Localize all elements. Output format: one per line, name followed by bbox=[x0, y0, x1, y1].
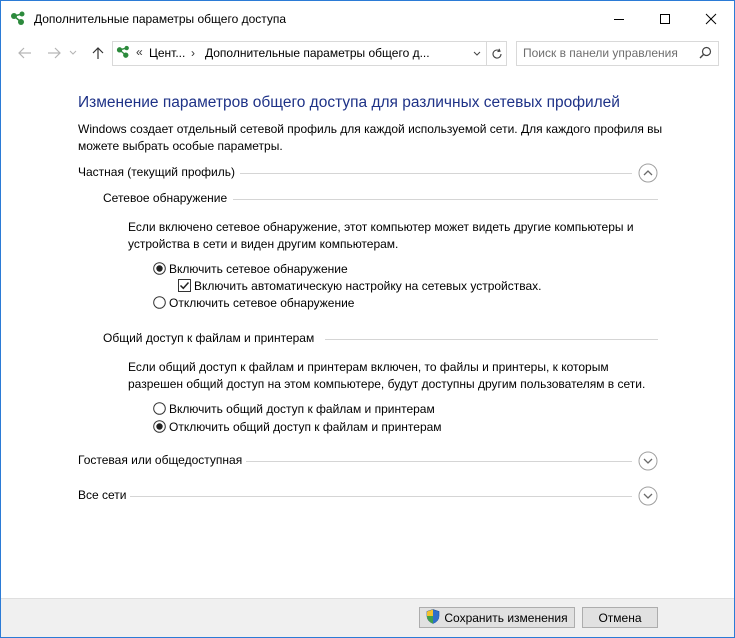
close-button[interactable] bbox=[688, 1, 734, 37]
minimize-button[interactable] bbox=[596, 1, 642, 37]
radio-button-unchecked[interactable] bbox=[153, 296, 166, 312]
profile-guest-label: Гостевая или общедоступная bbox=[78, 453, 248, 467]
title-bar bbox=[1, 1, 734, 37]
refresh-icon bbox=[491, 48, 503, 60]
network-discovery-off-label: Отключить сетевое обнаружение bbox=[169, 296, 355, 310]
arrow-up-icon bbox=[92, 46, 104, 60]
divider bbox=[233, 199, 658, 200]
chevron-down-circle-icon bbox=[638, 486, 658, 506]
address-dropdown-button[interactable] bbox=[470, 42, 484, 65]
auto-setup-label: Включить автоматическую настройку на сетевых устройствах. bbox=[194, 279, 542, 293]
maximize-icon bbox=[659, 13, 671, 25]
uac-shield-icon bbox=[426, 609, 440, 627]
maximize-button[interactable] bbox=[642, 1, 688, 37]
breadcrumb-separator: › bbox=[191, 46, 195, 60]
save-changes-button[interactable] bbox=[419, 607, 575, 628]
profile-private-header[interactable] bbox=[78, 163, 658, 183]
search-icon[interactable] bbox=[699, 46, 712, 64]
profile-all-networks-header[interactable] bbox=[78, 486, 658, 506]
network-sharing-icon bbox=[116, 45, 132, 65]
divider bbox=[240, 173, 632, 174]
radio-button-checked[interactable] bbox=[153, 420, 166, 436]
file-sharing-off-label: Отключить общий доступ к файлам и принтерам bbox=[169, 420, 442, 434]
network-discovery-label: Сетевое обнаружение bbox=[103, 191, 228, 205]
file-sharing-description: Если общий доступ к файлам и принтерам включен, то файлы и принтеры, к которым разрешен общий доступ на этом компьютере, будут доступны другим пользователям в сети. bbox=[128, 360, 646, 391]
collapse-button[interactable] bbox=[638, 163, 658, 183]
back-button[interactable] bbox=[14, 42, 36, 64]
breadcrumb-item-current[interactable]: Дополнительные параметры общего д... bbox=[205, 46, 430, 60]
network-discovery-description: Если включено сетевое обнаружение, этот компьютер может видеть другие компьютеры и устройства в сети и виден другим компьютерам. bbox=[128, 220, 634, 251]
breadcrumb-overflow[interactable]: « bbox=[136, 45, 143, 59]
search-box[interactable] bbox=[516, 41, 719, 66]
chevron-down-icon bbox=[473, 51, 481, 57]
profile-all-networks-label: Все сети bbox=[78, 488, 133, 502]
divider bbox=[246, 461, 632, 462]
profile-guest-header[interactable] bbox=[78, 451, 658, 471]
refresh-button[interactable] bbox=[486, 42, 507, 65]
chevron-down-icon bbox=[69, 50, 77, 56]
forward-button[interactable] bbox=[43, 42, 65, 64]
cancel-button[interactable] bbox=[582, 607, 658, 628]
save-changes-label: Сохранить изменения bbox=[444, 610, 568, 625]
expand-button[interactable] bbox=[638, 486, 658, 506]
file-sharing-on-label: Включить общий доступ к файлам и принтерам bbox=[169, 402, 435, 416]
breadcrumb-item-center[interactable]: Цент... bbox=[149, 46, 186, 60]
dialog-footer bbox=[1, 598, 734, 638]
close-icon bbox=[705, 13, 717, 25]
address-bar[interactable] bbox=[112, 41, 507, 66]
navigation-bar bbox=[1, 37, 734, 71]
file-sharing-label: Общий доступ к файлам и принтерам bbox=[103, 331, 315, 345]
page-title: Изменение параметров общего доступа для различных сетевых профилей bbox=[78, 94, 620, 111]
window-title: Дополнительные параметры общего доступа bbox=[34, 12, 287, 26]
network-sharing-icon bbox=[10, 11, 28, 27]
search-input[interactable] bbox=[523, 45, 691, 61]
arrow-left-icon bbox=[18, 47, 32, 59]
expand-button[interactable] bbox=[638, 451, 658, 471]
file-sharing-header bbox=[103, 330, 658, 348]
up-button[interactable] bbox=[87, 42, 109, 64]
network-discovery-on-label: Включить сетевое обнаружение bbox=[169, 262, 348, 276]
profile-private-label: Частная (текущий профиль) bbox=[78, 165, 241, 179]
network-discovery-header bbox=[103, 190, 658, 208]
recent-locations-button[interactable] bbox=[67, 42, 79, 64]
chevron-up-circle-icon bbox=[638, 163, 658, 183]
divider bbox=[130, 496, 632, 497]
arrow-right-icon bbox=[47, 47, 61, 59]
radio-button-checked[interactable] bbox=[153, 262, 166, 278]
cancel-label: Отмена bbox=[598, 610, 642, 625]
radio-button-unchecked[interactable] bbox=[153, 402, 166, 418]
page-intro-text: Windows создает отдельный сетевой профиль для каждой используемой сети. Для каждого профиля вы можете выбрать особые параметры. bbox=[78, 122, 663, 153]
checkbox-checked[interactable] bbox=[178, 279, 191, 295]
minimize-icon bbox=[613, 13, 625, 25]
divider bbox=[325, 339, 658, 340]
chevron-down-circle-icon bbox=[638, 451, 658, 471]
